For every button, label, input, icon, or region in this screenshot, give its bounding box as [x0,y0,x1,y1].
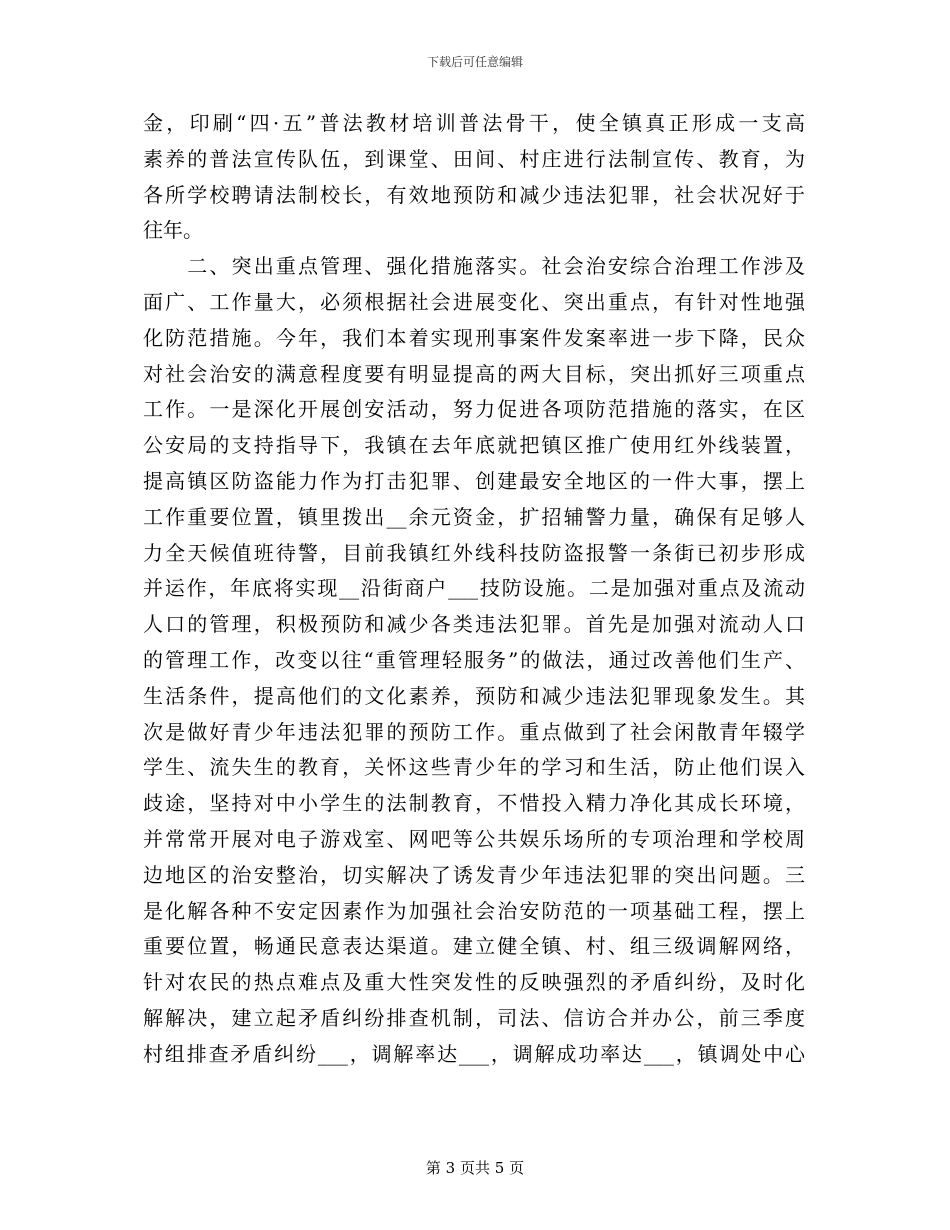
text-line: 村组排查矛盾纠纷___，调解率达___，调解成功率达___，镇调处中心 [143,1041,805,1066]
text-line: 次是做好青少年违法犯罪的预防工作。重点做到了社会闲散青年辍学 [143,719,805,744]
text-line: 生活条件，提高他们的文化素养，预防和减少违法犯罪现象发生。其 [143,683,805,708]
text-line: 提高镇区防盗能力作为打击犯罪、创建最安全地区的一件大事，摆上 [143,468,805,493]
text-line: 化防范措施。今年，我们本着实现刑事案件发案率进一步下降，民众 [143,325,805,350]
text-line: 面广、工作量大，必须根据社会进展变化、突出重点，有针对性地强 [143,289,805,314]
text-line: 工作重要位置，镇里拨出__余元资金，扩招辅警力量，确保有足够人 [143,504,805,529]
text-line: 人口的管理，积极预防和减少各类违法犯罪。首先是加强对流动人口 [143,612,805,637]
text-line: 各所学校聘请法制校长，有效地预防和减少违法犯罪，社会状况好于 [143,182,805,207]
page-header: 下载后可任意编辑 [426,55,523,69]
text-line: 的管理工作，改变以往“重管理轻服务”的做法，通过改善他们生产、 [143,647,805,672]
text-line: 并常常开展对电子游戏室、网吧等公共娱乐场所的专项治理和学校周 [143,826,805,851]
text-line: 二、突出重点管理、强化措施落实。社会治安综合治理工作涉及 [143,254,805,279]
text-line: 解解决，建立起矛盾纠纷排查机制，司法、信访合并办公，前三季度 [143,1005,805,1030]
text-line: 并运作，年底将实现__沿街商户___技防设施。二是加强对重点及流动 [143,576,805,601]
text-line: 边地区的治安整治，切实解决了诱发青少年违法犯罪的突出问题。三 [143,862,805,887]
text-line: 歧途，坚持对中小学生的法制教育，不惜投入精力净化其成长环境， [143,791,805,816]
page-footer: 第 3 页共 5 页 [425,1159,525,1177]
text-line: 素养的普法宣传队伍，到课堂、田间、村庄进行法制宣传、教育，为 [143,146,805,171]
text-line: 往年。 [143,218,203,243]
body-text [143,106,805,1073]
text-line: 工作。一是深化开展创安活动，努力促进各项防范措施的落实，在区 [143,397,805,422]
text-line: 针对农民的热点难点及重大性突发性的反映强烈的矛盾纠纷，及时化 [143,970,805,995]
text-line: 是化解各种不安定因素作为加强社会治安防范的一项基础工程，摆上 [143,898,805,923]
text-line: 学生、流失生的教育，关怀这些青少年的学习和生活，防止他们误入 [143,755,805,780]
text-line: 金，印刷“四·五”普法教材培训普法骨干，使全镇真正形成一支高 [143,111,805,135]
text-line: 重要位置，畅通民意表达渠道。建立健全镇、村、组三级调解网络， [143,934,805,959]
text-line: 对社会治安的满意程度要有明显提高的两大目标，突出抓好三项重点 [143,361,805,386]
text-line: 力全天候值班待警，目前我镇红外线科技防盗报警一条街已初步形成 [143,540,805,565]
text-line: 公安局的支持指导下，我镇在去年底就把镇区推广使用红外线装置， [143,433,805,458]
